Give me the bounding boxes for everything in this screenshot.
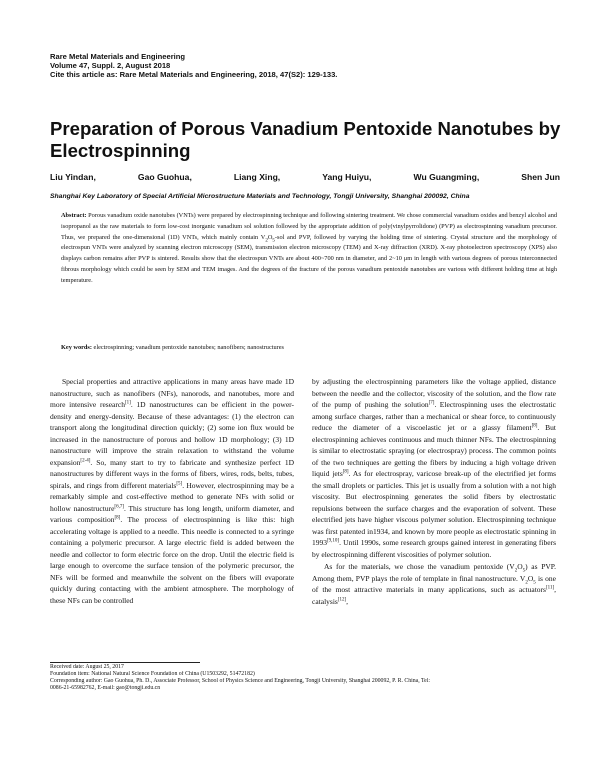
- body-text: . Until 1990s, some research groups gained interest in generating fibers by electrospinning different viscosities of polymer solution.: [312, 538, 556, 559]
- body-text: O: [517, 562, 523, 571]
- subscript: 2: [514, 568, 518, 574]
- journal-header: [50, 52, 470, 79]
- body-text: . 1D nanostructures can be efficient in the power-density and energy-density. Because of these advantages: (1) the electron can transport along the longitudinal direction quickly; (2) some ion flux would be increased in the nanostructure of porous and hollow 1D morphology; (3) 1D nanostructure will improve the strain relaxation to withstand the volume expansion: [50, 400, 294, 467]
- author: Gao Guohua,: [137, 172, 192, 182]
- citation-ref: [8]: [114, 515, 121, 521]
- abstract-text: Porous vanadium oxide nanotubes (VNTs) were prepared by electrospinning technique and following sintering treatment. We chose commercial vanadium oxides and benzyl alcohol and isopropanol as the raw materials to form low-cost inorganic vanadium sol solution followed by the appropriate addition of poly(vinylpyrrolidone) (PVP) as electrospinning vanadium precursor. Thus, we prepared the one-dimensional (1D) VNTs, which mainly contain V: [61, 212, 557, 241]
- foundation-item: Foundation item: National Natural Science Foundation of China (U1503292, 51472182): [50, 671, 255, 677]
- body-paragraph: [312, 376, 556, 560]
- paper-title: Preparation of Porous Vanadium Pentoxide Nanotubes by Electrospinning: [50, 118, 561, 161]
- body-text: . This structure has long length, uniform diameter, and various composition: [50, 503, 294, 524]
- citation-ref: [8]: [531, 423, 538, 429]
- body-text: . The process of electrospinning is like this: high accelerating voltage is applied to a needle. This needle is connected to a syringe containing a polymeric precursor. A large electric field is added between the needle and collector to form electric force on the drop. Until the electric field is large enough to overcome the surface tension of the polymeric precursor, the NFs will be formed and meanwhile the solvent on the fibers will evaporate quickly during contacting with the ambient atmosphere. The morphology of these NFs can be controlled: [50, 515, 294, 605]
- body-text: . But electrospinning achieves continuous and much thinner NFs. The electrospinning is similar to electrostatic spraying (or electrospray) process. The common points of the two techniques are getting the fibers by inducing a high voltage driven liquid jets: [312, 423, 556, 478]
- keywords: [61, 343, 557, 352]
- citation-ref: [11]: [545, 585, 555, 591]
- author: Yang Huiyu,: [322, 172, 372, 182]
- received-date: Received date: August 25, 2017: [50, 664, 124, 670]
- citation-ref: [7]: [428, 400, 435, 406]
- subscript: 2: [525, 580, 528, 585]
- journal-issue: Volume 47, Suppl. 2, August 2018: [50, 61, 171, 70]
- author: Liang Xing,: [233, 172, 281, 182]
- contact-info: 0086-21-65982762, E-mail: gao@tongji.edu.cn: [50, 685, 161, 691]
- citation-ref: [5]: [176, 481, 183, 486]
- body-text: ) as PVP. Among them, PVP plays the role of template in final nanostructure. V: [312, 562, 556, 583]
- citation-ref: [8]: [342, 469, 349, 475]
- keywords-text: electrospinning; vanadium pentoxide nanotubes; nanofibers; nanostructures: [91, 344, 284, 351]
- author: Liu Yindan,: [50, 172, 96, 182]
- corresponding-author: Corresponding author: Gao Guohua, Ph. D., Associate Professor, School of Physics Science and Engineering, Tongji University, Shanghai 200092, P. R. China, Tel:: [50, 678, 430, 684]
- body-paragraph: [312, 561, 556, 607]
- abstract-text: O: [267, 233, 273, 241]
- author-list: [50, 172, 560, 182]
- citation-ref: [2-4]: [80, 458, 91, 463]
- author: Wu Guangming,: [413, 172, 480, 182]
- citation-ref: [9,10]: [327, 538, 340, 544]
- body-text: As for the materials, we chose the vanadium pentoxide (V: [324, 562, 515, 571]
- abstract-text: -sol and PVP, followed by varying the holding time of sintering. Crystal structure and the morphology of electrospun VNTs were analyzed by scanning electron microscopy (SEM), transmission electron microscopy (TEM) and X-ray diffraction (XRD). X-ray photoelectron spectroscopy (XPS) also displays carbon remains after PVP is sintered. Results show that the electrospun VNTs are about 400~700 nm in diameter, and 2~10 μm in length with various degrees of porous interconnected fibrous morphology which could be seen by SEM and TEM images. And the degrees of the fracture of the porous vanadium pentoxide nanotubes are various with different holding time at high temperature.: [61, 233, 557, 284]
- body-text: . As for electrospray, varicose break-up of the electrified jet forms the small droplets or particles. This jet is usually from a solution with a not high viscosity. But electrospinning generates the solid fibers by electrostatic repulsions between the surface charges and the evaporation of solvent. These electrified jets have higher viscous polymer solution. Electrospinning technique was first patented in1934, and known by more people as electrostatic spinning in 1993: [312, 469, 557, 547]
- journal-name: Rare Metal Materials and Engineering: [50, 52, 186, 61]
- body-column-right: [312, 376, 556, 607]
- subscript: 5: [522, 568, 526, 574]
- subscript: 5: [533, 580, 536, 585]
- citation-ref: [12]: [337, 597, 347, 602]
- footnote-divider: [50, 662, 200, 663]
- keywords-label: Key words:: [61, 344, 92, 351]
- body-text: , catalysis: [312, 585, 556, 606]
- affiliation: Shanghai Key Laboratory of Special Artificial Microstructure Materials and Technology, Tongji University, Shanghai 200092, China: [50, 193, 470, 200]
- subscript: 2: [265, 237, 268, 243]
- citation-ref: [6,7]: [114, 504, 124, 509]
- body-text: O: [527, 573, 534, 583]
- subscript: 5: [272, 237, 275, 243]
- body-paragraph: [50, 376, 294, 606]
- journal-citation: Cite this article as: Rare Metal Materials and Engineering, 2018, 47(S2): 129-133.: [50, 70, 338, 79]
- footnotes: [50, 664, 560, 692]
- body-text: . Electrospinning uses the electrostatic among surface charges, rather than a mechanical or shear force, to continuously reduce the diameter of a viscoelastic jet or a glassy filament: [312, 400, 556, 432]
- abstract-label: Abstract:: [61, 212, 87, 219]
- citation-ref: [1]: [124, 400, 131, 406]
- body-text: Special properties and attractive applications in many areas have made 1D nanostructure, such as nanofibers (NFs), nanorods, and nanotubes, more and more intensive research: [50, 377, 294, 409]
- body-text: by adjusting the electrospinning parameters like the voltage applied, distance between the needle and the collector, viscosity of the solution, and the flow rate of the pump of pushing the solution: [312, 377, 556, 409]
- body-column-left: [50, 376, 294, 606]
- body-text: . However, electrospinning may be a remarkably simple and cost-effective method to generate NFs with solid or hollow nanostructure: [50, 480, 294, 513]
- body-text: ,: [346, 596, 349, 606]
- body-text: is one of the most attractive materials in many applications, such as actuators: [312, 573, 556, 594]
- body-text: . So, many start to try to fabricate and synthesize perfect 1D nanostructures by different ways in the forms of fibers, wires, rods, belts, tubes, spirals, and rings from different materials: [50, 457, 294, 490]
- author: Shen Jun: [521, 172, 560, 182]
- abstract: [61, 211, 557, 287]
